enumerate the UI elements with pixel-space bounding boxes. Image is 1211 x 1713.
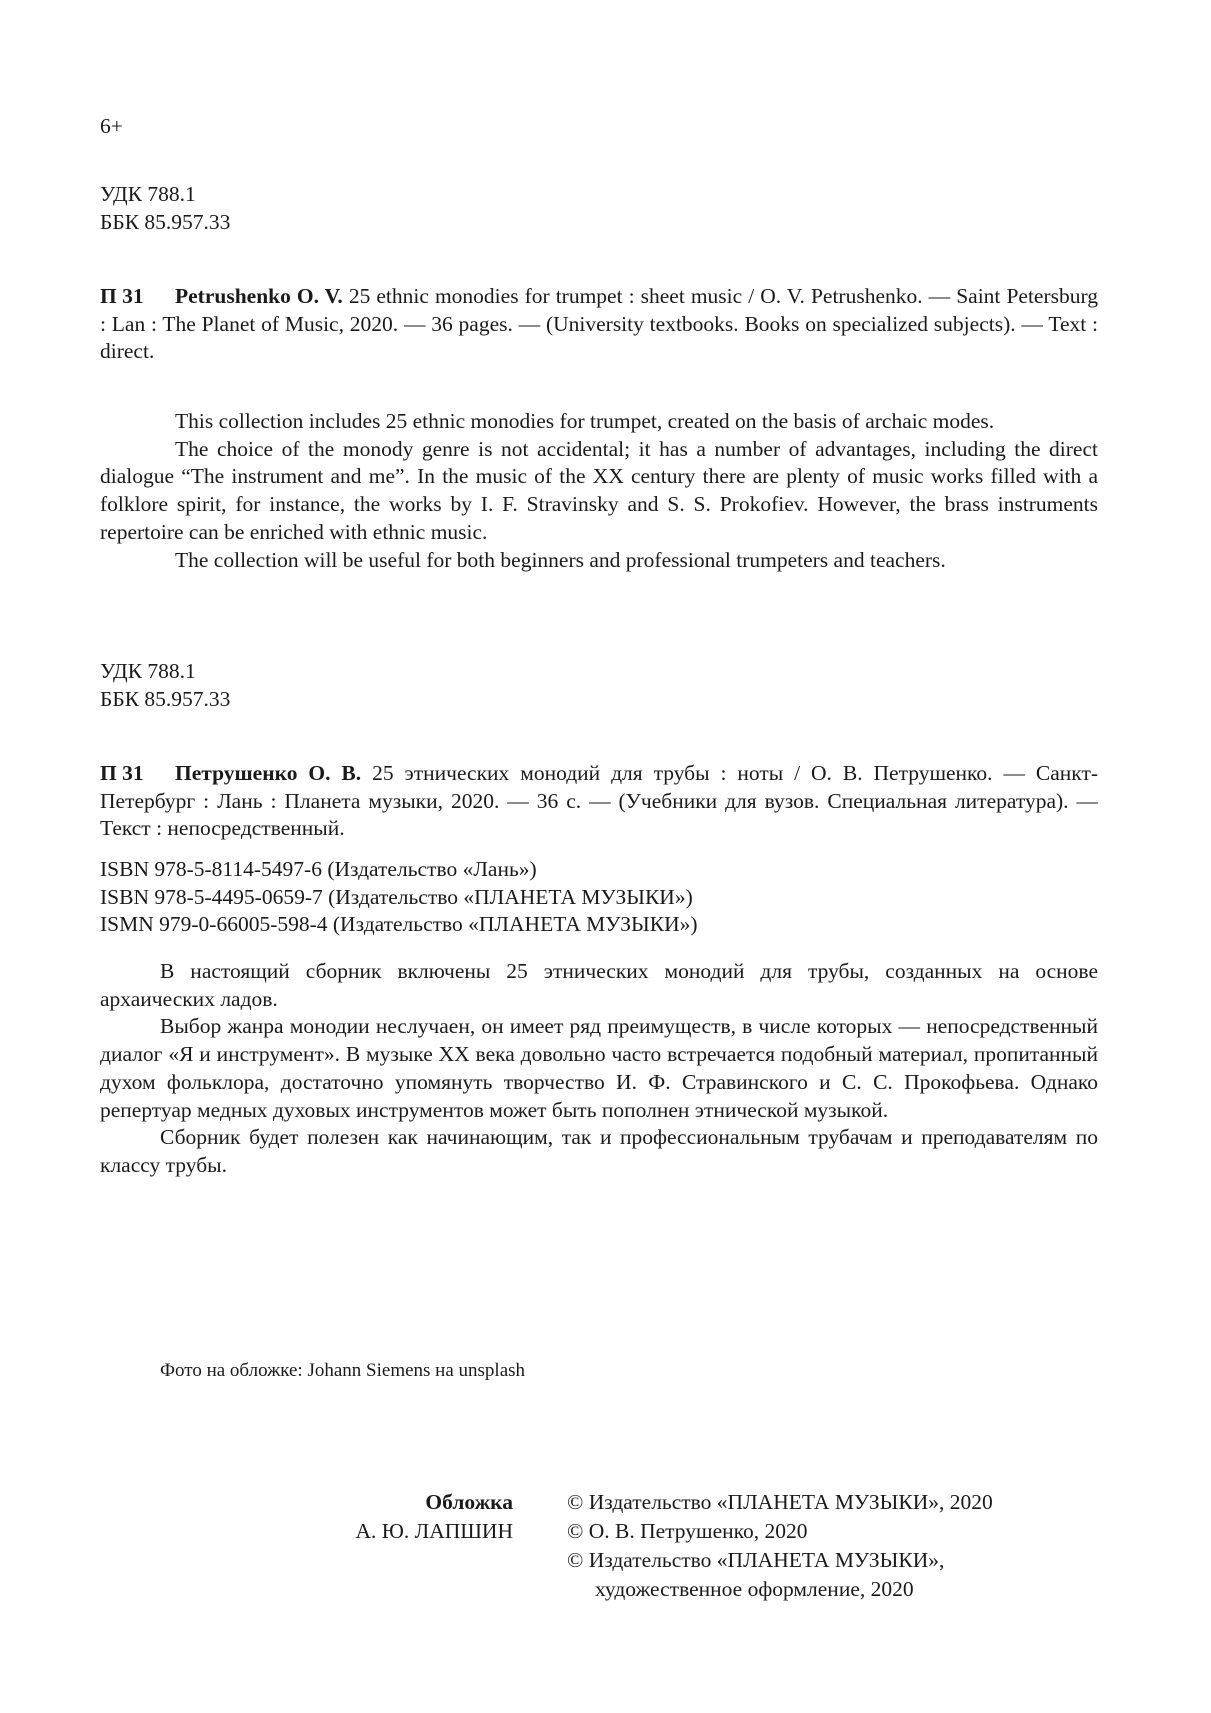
copyright-notices [567, 1488, 993, 1604]
classification-ru [100, 658, 1098, 713]
cover-label: Обложка [425, 1490, 513, 1514]
entry-text: 25 этнических монодий для трубы : ноты / О. В. Петрушенко. — Санкт-Петербург : Лань : Планета музыки, 2020. — 36 с. — (Учебники для вузов. Специальная литература). — Текст : непосредственный. [100, 761, 1099, 841]
classification-en [100, 181, 1098, 236]
entry-code: П 31 [100, 284, 144, 308]
copyright-line: © Издательство «ПЛАНЕТА МУЗЫКИ», [567, 1548, 945, 1572]
annotation-en [100, 408, 1098, 574]
isbn-line: ISBN 978-5-4495-0659-7 (Издательство «ПЛАНЕТА МУЗЫКИ») [100, 884, 693, 909]
bbk-code: ББК 85.957.33 [100, 209, 231, 234]
entry-author: Петрушенко О. В. [175, 761, 362, 785]
annotation-ru [100, 958, 1098, 1180]
udk-code: УДК 788.1 [100, 182, 196, 206]
copyright-line: художественное оформление, 2020 [595, 1577, 914, 1601]
copyright-line: © О. В. Петрушенко, 2020 [567, 1519, 808, 1543]
age-rating: 6+ [100, 114, 123, 138]
photo-credit: Фото на обложке: Johann Siemens на unsplash [160, 1360, 526, 1381]
bibliographic-entry-ru [100, 760, 1098, 843]
bbk-code: ББК 85.957.33 [100, 686, 231, 711]
annotation-paragraph: Сборник будет полезен как начинающим, так и профессиональным трубачам и преподавателям по классу трубы. [100, 1125, 1098, 1177]
isbn-line: ISMN 979-0-66005-598-4 (Издательство «ПЛАНЕТА МУЗЫКИ») [100, 912, 698, 937]
annotation-paragraph: The choice of the monody genre is not accidental; it has a number of advantages, including the direct dialogue “The instrument and me”. In the music of the XX century there are plenty of music works filled with a folklore spirit, for instance, the works by I. F. Stravinsky and S. S. Prokofiev. However, the brass instruments repertoire can be enriched with ethnic music. [100, 436, 1098, 544]
entry-code: П 31 [100, 761, 144, 785]
isbn-line: ISBN 978-5-8114-5497-6 (Издательство «Лань») [100, 857, 537, 881]
annotation-paragraph: В настоящий сборник включены 25 этнических монодий для трубы, созданных на основе архаических ладов. [100, 959, 1098, 1011]
bibliographic-entry-en [100, 283, 1098, 366]
annotation-paragraph: Выбор жанра монодии неслучаен, он имеет ряд преимуществ, в числе которых — непосредственный диалог «Я и инструмент». В музыке XX века довольно часто встречается подобный материал, пропитанный духом фольклора, достаточно упомянуть творчество И. Ф. Стравинского и С. С. Прокофьева. Однако репертуар медных духовых инструментов может быть пополнен этнической музыкой. [100, 1014, 1098, 1122]
entry-text: 25 ethnic monodies for trumpet : sheet music / O. V. Petrushenko. — Saint Petersburg : Lan : The Planet of Music, 2020. — 36 pages. — (University textbooks. Books on specialized subjects). — Text : direct. [100, 284, 1099, 364]
cover-credit [355, 1488, 513, 1546]
isbn-list [100, 856, 1098, 939]
cover-designer: А. Ю. ЛАПШИН [355, 1519, 513, 1543]
annotation-paragraph: This collection includes 25 ethnic monodies for trumpet, created on the basis of archaic modes. [175, 409, 995, 433]
annotation-paragraph: The collection will be useful for both beginners and professional trumpeters and teachers. [175, 547, 946, 572]
udk-code: УДК 788.1 [100, 659, 196, 683]
copyright-line: © Издательство «ПЛАНЕТА МУЗЫКИ», 2020 [567, 1490, 993, 1514]
entry-author: Petrushenko O. V. [175, 284, 343, 308]
